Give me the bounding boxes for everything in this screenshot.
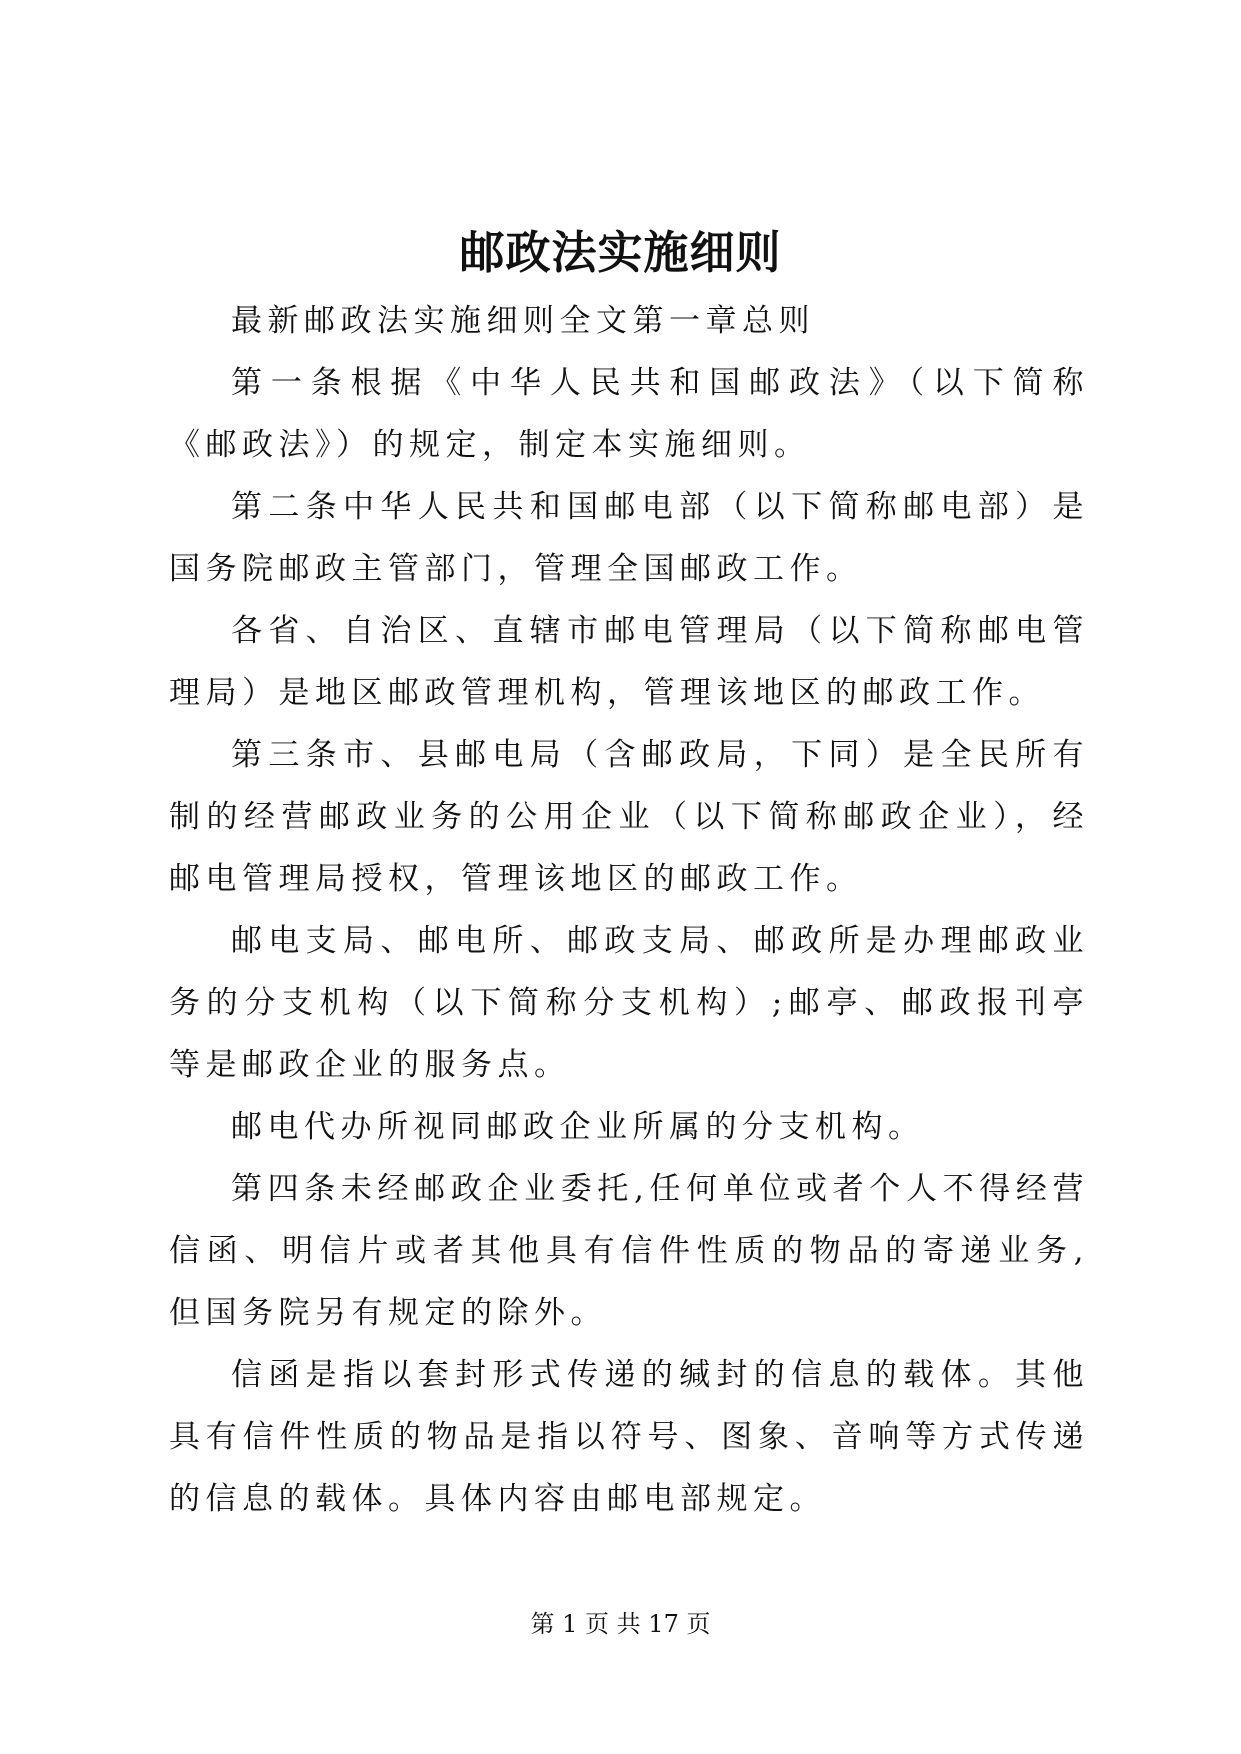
- page-footer: 第 1 页 共 17 页: [530, 1610, 711, 1638]
- paragraph: 第三条市、县邮电局（含邮政局，下同）是全民所有制的经营邮政业务的公用企业（以下简称邮政企业），经邮电管理局授权，管理该地区的邮政工作。: [169, 737, 1089, 897]
- paragraph: 第四条未经邮政企业委托,任何单位或者个人不得经营信函、明信片或者其他具有信件性质的物品的寄递业务,但国务院另有规定的除外。: [169, 1171, 1089, 1331]
- paragraph: 各省、自治区、直辖市邮电管理局（以下简称邮电管理局）是地区邮政管理机构，管理该地区的邮政工作。: [169, 613, 1089, 711]
- paragraph: 邮电代办所视同邮政企业所属的分支机构。: [231, 1109, 925, 1145]
- paragraph: 最新邮政法实施细则全文第一章总则: [231, 303, 815, 339]
- paragraph: 邮电支局、邮电所、邮政支局、邮政所是办理邮政业务的分支机构（以下简称分支机构）;邮亭、邮政报刊亭等是邮政企业的服务点。: [169, 923, 1089, 1083]
- paragraph: 第一条根据《中华人民共和国邮政法》（以下简称《邮政法》）的规定，制定本实施细则。: [169, 365, 1089, 463]
- document-body: [169, 290, 1089, 1530]
- document-title: 邮政法实施细则: [459, 226, 782, 279]
- paragraph: 信函是指以套封形式传递的缄封的信息的载体。其他具有信件性质的物品是指以符号、图象、音响等方式传递的信息的载体。具体内容由邮电部规定。: [169, 1357, 1089, 1517]
- paragraph: 第二条中华人民共和国邮电部（以下简称邮电部）是国务院邮政主管部门，管理全国邮政工作。: [169, 489, 1089, 587]
